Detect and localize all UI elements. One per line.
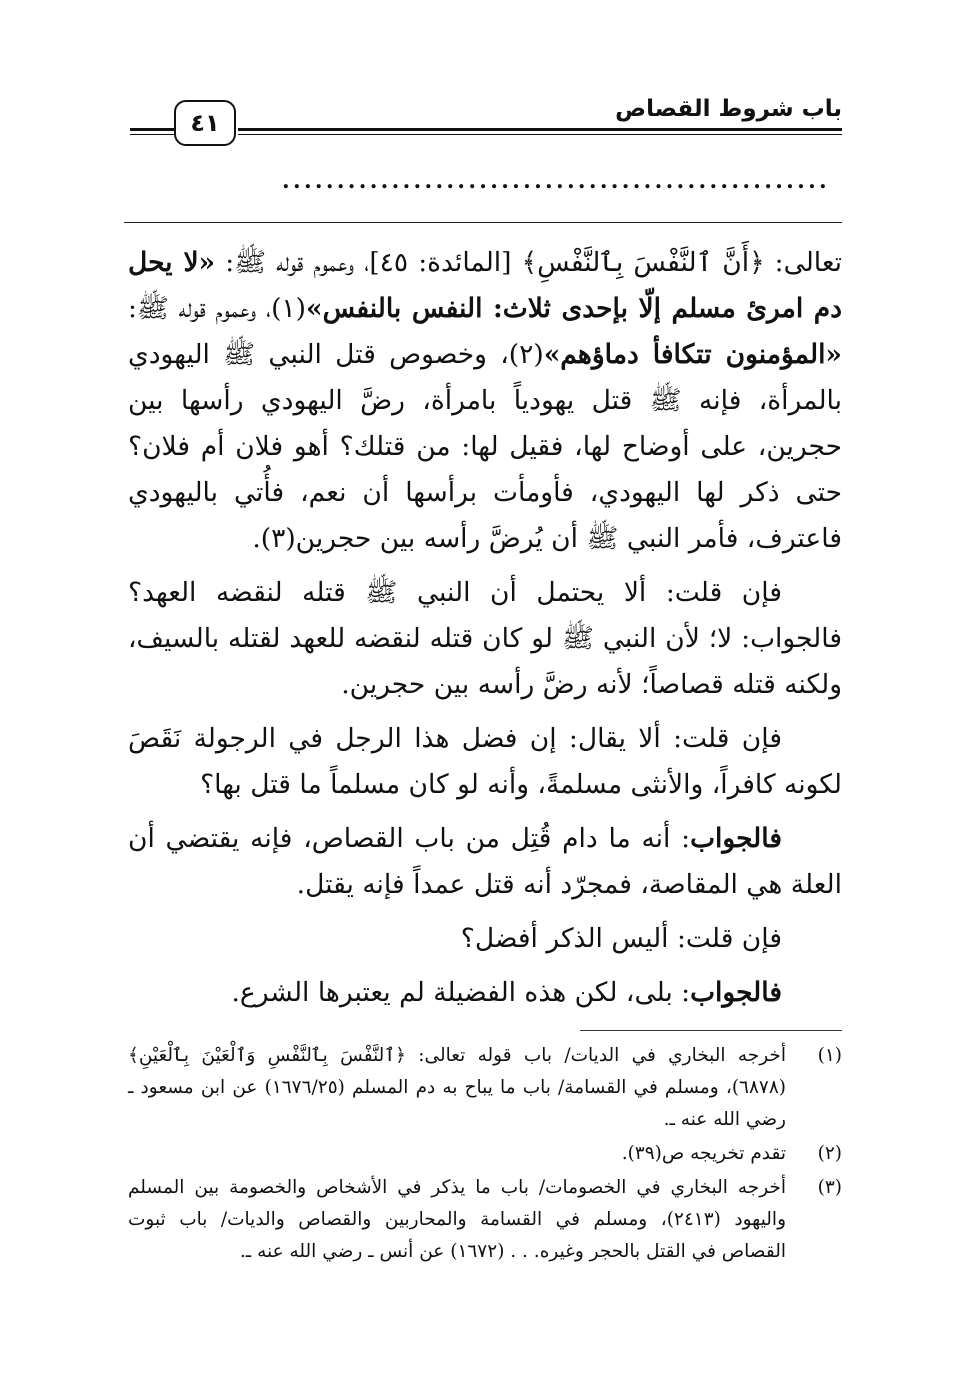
answer-label: فالجواب	[690, 977, 782, 1008]
hadith-quote-1: «لا يحل دم امرئ مسلم إلّا بإحدى ثلاث: النفس بالنفس»	[128, 247, 842, 324]
footnote	[128, 1172, 842, 1268]
dotted-separator: ..................................................	[282, 168, 830, 194]
footnote	[128, 1040, 842, 1136]
paragraph-6: فالجواب: بلى، لكن هذه الفضيلة لم يعتبرها الشرع.	[231, 977, 782, 1008]
paragraph-2: فإن قلت: ألا يحتمل أن النبي ﷺ قتله لنقضه العهد؟ فالجواب: لا؛ لأن النبي ﷺ لو كان قتله لنقضه للعهد لقتله بالسيف، ولكنه قتله قصاصاً؛ لأنه رضَّ رأسه بين حجرين.	[128, 577, 842, 700]
footnote-number: (٢)	[817, 1143, 842, 1164]
paragraph-5: فإن قلت: أليس الذكر أفضل؟	[460, 923, 782, 954]
paragraph-4: فالجواب: أنه ما دام قُتِل من باب القصاص، فإنه يقتضي أن العلة هي المقاصة، فمجرّد أنه قتل عمداً فإنه يقتل.	[128, 823, 842, 900]
paragraph-1: تعالى: ﴿أَنَّ ٱلنَّفْسَ بِٱلنَّفْسِ﴾ [المائدة: ٤٥]، وعموم قوله ﷺ: «لا يحل دم امرئ مسلم إلّا بإحدى ثلاث: النفس بالنفس»(١)، وعموم قوله ﷺ: «المؤمنون تتكافأ دماؤهم»(٢)، وخصوص قتل النبي ﷺ اليهودي بالمرأة، فإنه ﷺ قتل يهودياً بامرأة، رضَّ اليهودي رأسها بين حجرين، على أوضاح لها، فقيل لها: من قتلك؟ أهو فلان أم فلان؟ حتى ذكر لها اليهودي، فأومأت برأسها أن نعم، فأُتي باليهودي فاعترف، فأمر النبي ﷺ أن يُرضَّ رأسه بين حجرين(٣).	[128, 247, 843, 554]
answer-label: فالجواب	[690, 823, 782, 854]
header-rule-left	[130, 128, 174, 131]
header-rule-thin	[238, 134, 842, 135]
header-rule-left-thin	[130, 134, 174, 135]
footnote-divider	[580, 1030, 842, 1031]
footnote-text: أخرجه البخاري في الديات/ باب قوله تعالى: ﴿ٱلنَّفْسَ بِٱلنَّفْسِ وَٱلْعَيْنَ بِٱلْعَيْنِ﴾ (٦٨٧٨)، ومسلم في القسامة/ باب ما يباح به دم المسلم (١٦٧٦/٢٥) عن ابن مسعود ـ رضي الله عنه ـ.	[128, 1045, 786, 1130]
footnote	[128, 1138, 842, 1170]
footnote-text: أخرجه البخاري في الخصومات/ باب ما يذكر في الأشخاص والخصومة بين المسلم واليهود (٢٤١٣)، ومسلم في القسامة والمحاربين والقصاص والديات/ باب ثبوت القصاص في القتل بالحجر وغيره. . . (١٦٧٢) عن أنس ـ رضي الله عنه ـ.	[128, 1177, 787, 1262]
footnotes	[128, 1040, 842, 1270]
footnote-text: تقدم تخريجه ص(٣٩).	[621, 1143, 786, 1164]
hadith-quote-2: «المؤمنون تتكافأ دماؤهم»	[543, 339, 842, 370]
header-rule	[238, 128, 842, 131]
paragraph-3: فإن قلت: ألا يقال: إن فضل هذا الرجل في الرجولة نَقَصَ لكونه كافراً، والأنثى مسلمةً، وأنه لو كان مسلماً ما قتل بها؟	[128, 723, 842, 800]
footnote-number: (١)	[817, 1045, 842, 1066]
chapter-title: باب شروط القصاص	[615, 96, 842, 122]
top-divider	[124, 222, 842, 223]
main-text	[128, 240, 842, 1024]
page-number: ٤١	[174, 100, 236, 146]
footnote-number: (٣)	[817, 1177, 842, 1198]
